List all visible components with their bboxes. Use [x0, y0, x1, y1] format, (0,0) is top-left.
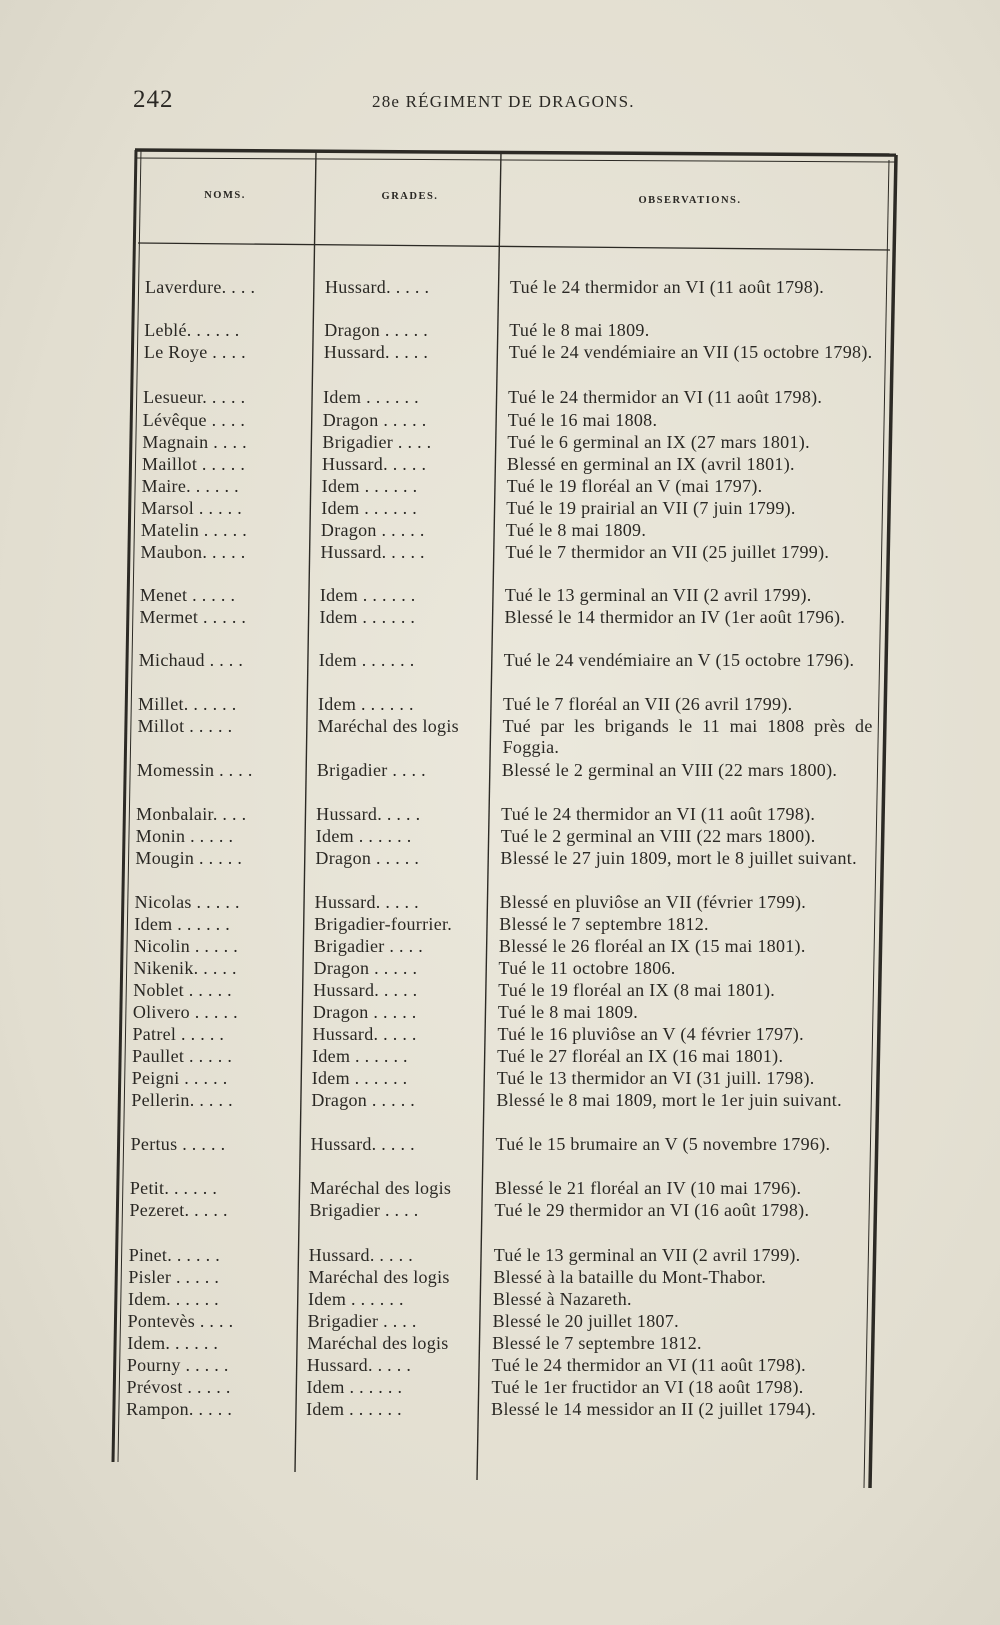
row-observation: Blessé en germinal an IX (avril 1801).	[507, 454, 795, 474]
row-name: Idem. . . . . .	[127, 1333, 219, 1353]
row-grade: Hussard. . . . .	[323, 342, 429, 362]
row-grade: Hussard. . . . .	[308, 1245, 414, 1265]
row-observation: Blessé le 14 messidor an II (2 juillet 1794).	[491, 1399, 817, 1419]
row-observation: Tué le 15 brumaire an V (5 novembre 1796).	[495, 1134, 831, 1154]
row-observation: Tué le 8 mai 1809.	[505, 520, 647, 540]
row-name: Nicolas . . . . .	[134, 892, 240, 912]
row-grade: Idem . . . . . .	[312, 1046, 408, 1066]
row-grade: Idem . . . . . .	[315, 826, 412, 846]
row-name: Prévost . . . . .	[126, 1377, 231, 1397]
row-name: Pontevès . . . .	[127, 1311, 234, 1331]
row-grade: Idem . . . . . .	[319, 585, 416, 605]
row-observation: Tué le 13 germinal an VII (2 avril 1799).	[504, 585, 812, 605]
row-grade: Dragon . . . . .	[320, 520, 425, 540]
row-observation: Tué le 19 floréal an V (mai 1797).	[506, 476, 763, 496]
row-grade: Hussard. . . . .	[314, 892, 419, 912]
page-number: 242	[133, 86, 174, 113]
row-observation: Blessé le 21 floréal an IV (10 mai 1796).	[494, 1178, 802, 1198]
row-name: Le Roye . . . .	[143, 342, 246, 362]
row-name: Laverdure. . . .	[145, 277, 256, 297]
row-observation: Tué le 13 thermidor an VI (31 juill. 1798).	[496, 1068, 815, 1088]
row-observation: Blessé le 27 juin 1809, mort le 8 juillet suivant.	[500, 848, 857, 868]
row-name: Momessin . . . .	[136, 760, 253, 780]
column-header-noms: NOMS.	[204, 190, 246, 201]
row-observation: Tué le 19 floréal an IX (8 mai 1801).	[498, 980, 776, 1000]
row-observation: Tué le 24 vendémiaire an V (15 octobre 1796).	[503, 650, 855, 670]
row-grade: Hussard. . . . .	[312, 1024, 417, 1044]
row-observation: Blessé le 26 floréal an IX (15 mai 1801).	[498, 936, 806, 956]
row-observation: Tué le 24 thermidor an VI (11 août 1798).	[510, 277, 825, 297]
row-grade: Dragon . . . . .	[324, 320, 429, 340]
row-name: Paullet . . . . .	[132, 1046, 233, 1066]
row-name: Maillot . . . . .	[142, 454, 246, 474]
row-observation: Tué le 27 floréal an IX (16 mai 1801).	[497, 1046, 784, 1066]
row-grade: Maréchal des logis	[308, 1267, 450, 1287]
row-observation: Tué le 24 vendémiaire an VII (15 octobre 1798).	[508, 342, 873, 362]
row-name: Patrel . . . . .	[132, 1024, 225, 1044]
row-observation: Tué le 13 germinal an VII (2 avril 1799).	[493, 1245, 801, 1265]
row-name: Pinet. . . . . .	[128, 1245, 221, 1265]
row-observation: Tué le 24 thermidor an VI (11 août 1798).	[491, 1355, 806, 1375]
row-grade: Dragon . . . . .	[322, 410, 427, 430]
row-grade: Idem . . . . . .	[321, 476, 418, 496]
row-observation: Tué le 8 mai 1809.	[497, 1002, 639, 1022]
row-grade: Hussard. . . . .	[313, 980, 418, 1000]
row-grade: Idem . . . . . .	[317, 694, 414, 714]
row-name: Menet . . . . .	[139, 585, 236, 605]
row-name: Rampon. . . . .	[126, 1399, 233, 1419]
column-header-grades: GRADES.	[381, 191, 439, 202]
row-name: Pisler . . . . .	[128, 1267, 220, 1287]
row-observation: Tué le 16 pluviôse an V (4 février 1797).	[497, 1024, 804, 1044]
row-grade: Hussard. . . . .	[306, 1355, 412, 1375]
row-name: Maubon. . . . .	[140, 542, 246, 562]
row-name: Idem. . . . . .	[127, 1289, 219, 1309]
row-name: Lesueur. . . . .	[143, 387, 246, 407]
row-grade: Brigadier-fourrier.	[314, 914, 453, 934]
row-name: Maire. . . . . .	[141, 476, 239, 496]
row-name: Millet. . . . . .	[137, 694, 237, 714]
row-observation: Tué le 16 mai 1808.	[507, 410, 658, 430]
row-name: Idem . . . . . .	[134, 914, 231, 934]
row-observation: Tué le 8 mai 1809.	[509, 320, 650, 340]
row-name: Monin . . . . .	[135, 826, 234, 846]
row-name: Matelin . . . . .	[140, 520, 247, 540]
row-grade: Hussard. . . . .	[320, 542, 425, 562]
row-observation: Tué le 19 prairial an VII (7 juin 1799).	[506, 498, 796, 518]
row-grade: Dragon . . . . .	[313, 958, 418, 978]
row-grade: Brigadier . . . .	[322, 432, 432, 452]
row-name: Mougin . . . . .	[135, 848, 243, 868]
row-observation: Blessé en pluviôse an VII (février 1799).	[499, 892, 807, 912]
row-observation: Blessé le 2 germinal an VIII (22 mars 1800).	[501, 760, 838, 780]
row-grade: Maréchal des logis	[307, 1333, 449, 1353]
column-header-observations: OBSERVATIONS.	[638, 195, 742, 206]
row-grade: Brigadier . . . .	[316, 760, 426, 780]
row-grade: Idem . . . . . .	[319, 607, 416, 627]
row-observation: Tué le 24 thermidor an VI (11 août 1798).	[501, 804, 816, 824]
row-observation: Blessé le 8 mai 1809, mort le 1er juin suivant.	[496, 1090, 842, 1110]
row-grade: Idem . . . . . .	[323, 387, 419, 407]
row-name: Monbalair. . . .	[136, 804, 247, 824]
row-name: Olivero . . . . .	[132, 1002, 238, 1022]
row-observation: Tué le 6 germinal an IX (27 mars 1801).	[507, 432, 810, 452]
row-observation: Tué par les brigands le 11 mai 1808 près de Foggia.	[502, 716, 873, 757]
row-grade: Maréchal des logis	[317, 716, 459, 736]
row-grade: Dragon . . . . .	[315, 848, 420, 868]
row-grade: Brigadier . . . .	[313, 936, 423, 956]
row-name: Petit. . . . . .	[129, 1178, 218, 1198]
row-observation: Blessé le 7 septembre 1812.	[499, 914, 709, 934]
row-name: Leblé. . . . . .	[144, 320, 240, 340]
row-grade: Dragon . . . . .	[312, 1002, 417, 1022]
row-name: Noblet . . . . .	[133, 980, 232, 1000]
row-observation: Tué le 2 germinal an VIII (22 mars 1800).	[500, 826, 816, 846]
row-observation: Tué le 11 octobre 1806.	[498, 958, 676, 978]
row-name: Pertus . . . . .	[130, 1134, 226, 1154]
row-observation: Blessé le 20 juillet 1807.	[492, 1311, 679, 1331]
row-observation: Tué le 7 thermidor an VII (25 juillet 1799).	[505, 542, 830, 562]
row-grade: Brigadier . . . .	[309, 1200, 419, 1220]
row-name: Magnain . . . .	[142, 432, 247, 452]
row-grade: Brigadier . . . .	[307, 1311, 417, 1331]
row-grade: Idem . . . . . .	[318, 650, 415, 670]
row-grade: Idem . . . . . .	[321, 498, 418, 518]
row-name: Michaud . . . .	[138, 650, 244, 670]
row-grade: Idem . . . . . .	[311, 1068, 408, 1088]
running-head: 28e RÉGIMENT DE DRAGONS.	[372, 92, 635, 111]
row-grade: Hussard. . . . .	[316, 804, 421, 824]
row-grade: Hussard. . . . .	[325, 277, 430, 297]
row-observation: Blessé le 7 septembre 1812.	[492, 1333, 702, 1353]
row-name: Pellerin. . . . .	[131, 1090, 233, 1110]
row-grade: Idem . . . . . .	[307, 1289, 404, 1309]
row-grade: Idem . . . . . .	[306, 1377, 403, 1397]
row-name: Millot . . . . .	[137, 716, 233, 736]
row-grade: Maréchal des logis	[309, 1178, 452, 1198]
row-observation: Tué le 1er fructidor an VI (18 août 1798).	[491, 1377, 804, 1397]
row-name: Peigni . . . . .	[131, 1068, 228, 1088]
row-grade: Dragon . . . . .	[311, 1090, 416, 1110]
row-observation: Blessé le 14 thermidor an IV (1er août 1796).	[504, 607, 846, 627]
row-name: Mermet . . . . .	[139, 607, 247, 627]
row-name: Nikenik. . . . .	[133, 958, 237, 978]
row-observation: Tué le 24 thermidor an VI (11 août 1798).	[508, 387, 823, 407]
row-observation: Tué le 29 thermidor an VI (16 août 1798).	[494, 1200, 810, 1220]
row-observation: Blessé à la bataille du Mont-Thabor.	[493, 1267, 767, 1287]
row-name: Nicolin . . . . .	[133, 936, 239, 956]
row-name: Pezeret. . . . .	[129, 1200, 228, 1220]
row-observation: Blessé à Nazareth.	[492, 1289, 632, 1309]
row-grade: Hussard. . . . .	[310, 1134, 415, 1154]
row-name: Marsol . . . . .	[141, 498, 243, 518]
row-grade: Hussard. . . . .	[322, 454, 427, 474]
row-name: Pourny . . . . .	[126, 1355, 229, 1375]
row-grade: Idem . . . . . .	[306, 1399, 402, 1419]
row-observation: Tué le 7 floréal an VII (26 avril 1799).	[502, 694, 793, 714]
row-name: Lévêque . . . .	[142, 410, 246, 430]
